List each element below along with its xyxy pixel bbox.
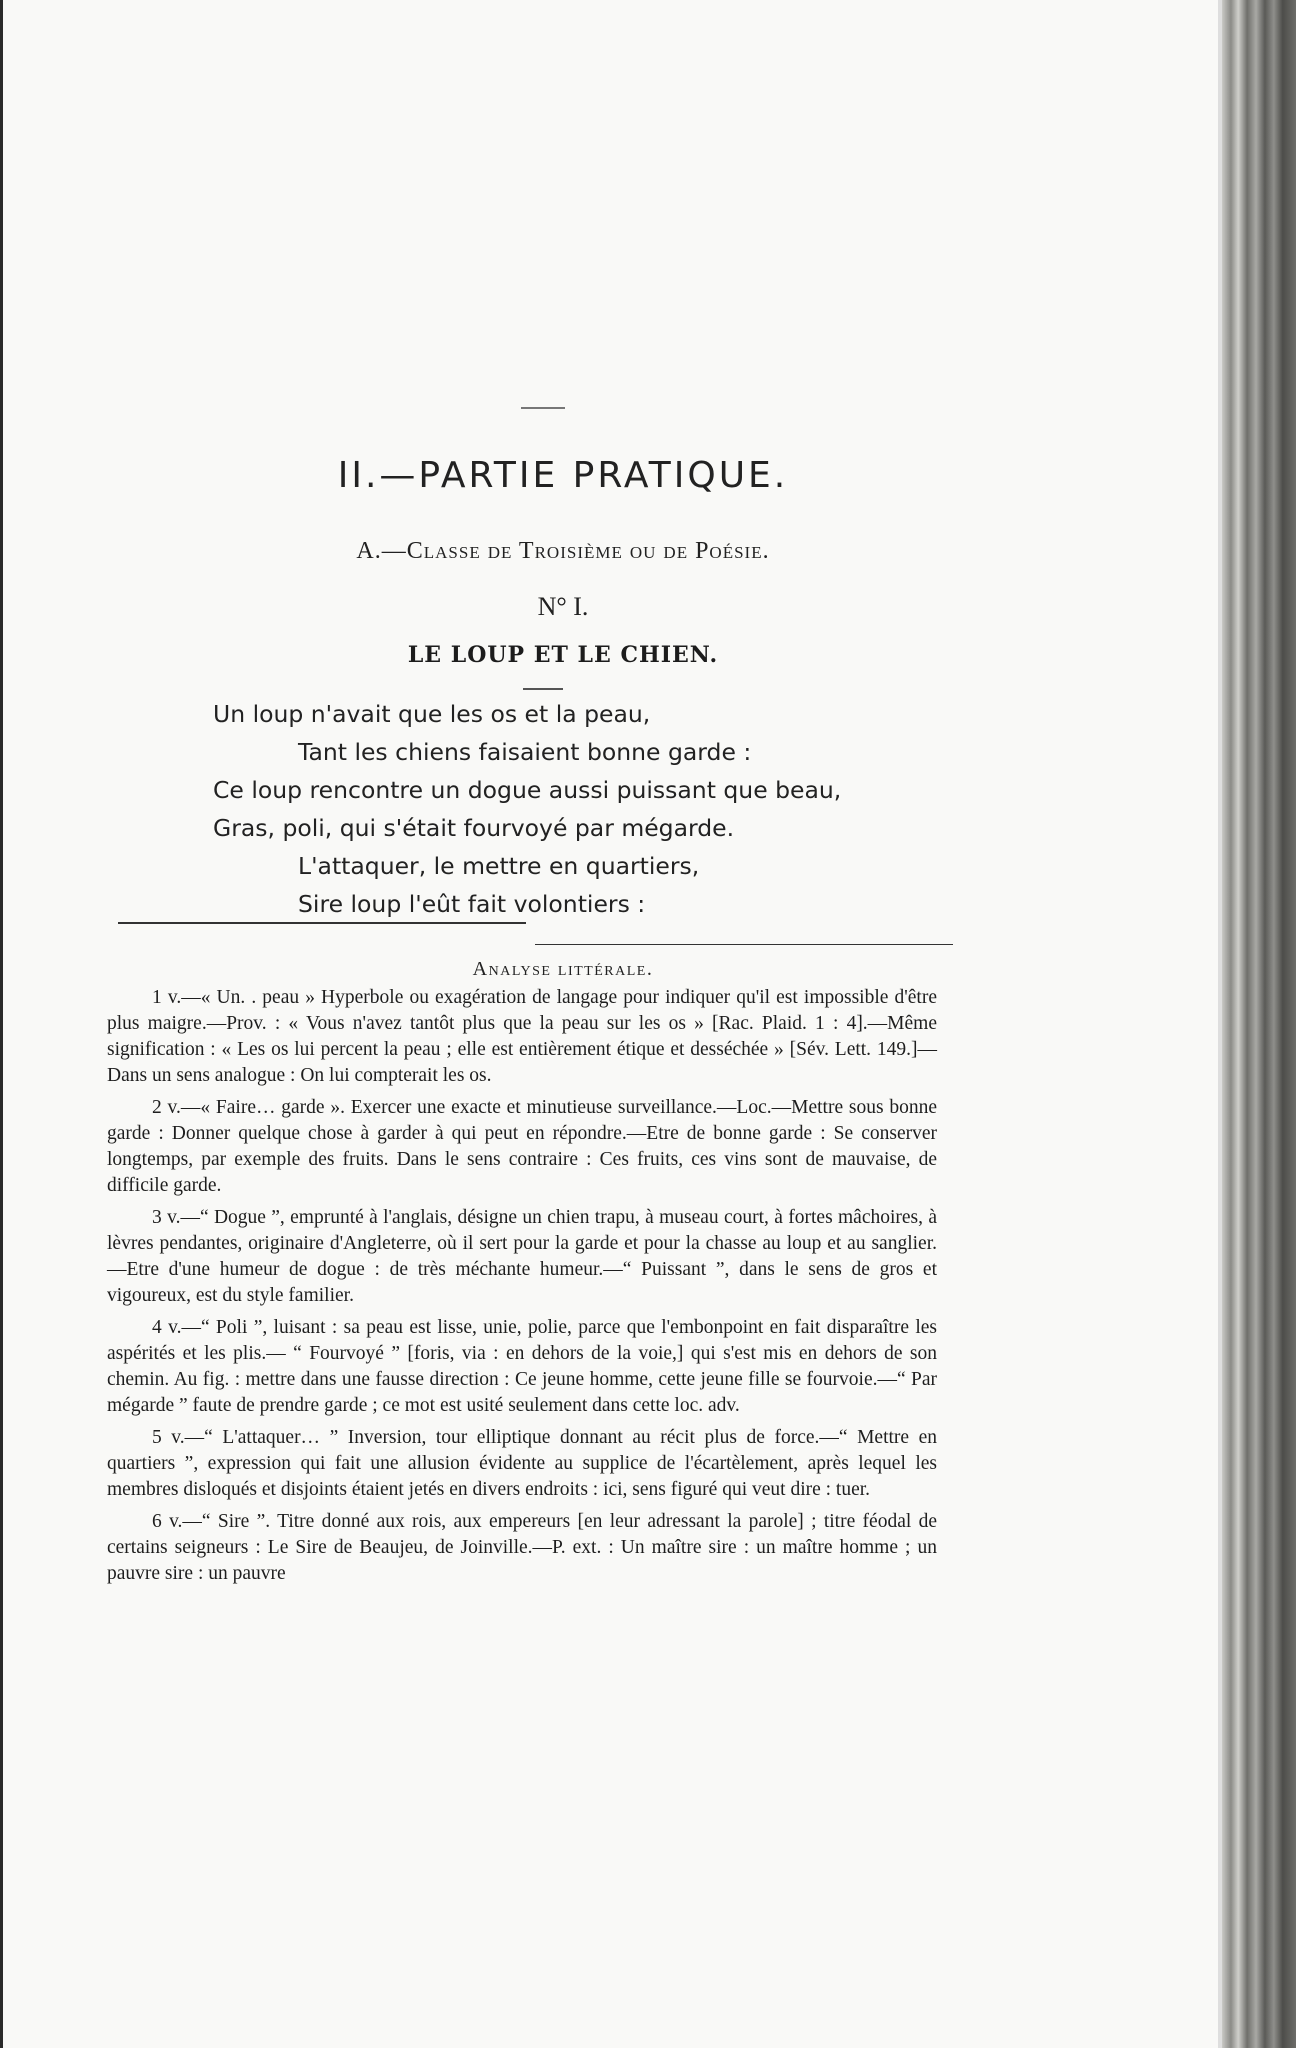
- poem-line: Sire loup l'eût fait volontiers :: [298, 890, 646, 918]
- note-3: 3 v.—“ Dogue ”, emprunté à l'anglais, désigne un chien trapu, à museau court, à fortes mâchoires, à lèvres pendantes, originaire d'Angleterre, où il sert pour la garde et pour la chasse au loup et au sanglier.—Etre d'une humeur de dogue : de très méchante humeur.—“ Puissant ”, dans le sens de gros et vigoureux, est du style familier.: [107, 1207, 937, 1306]
- poem-line: Gras, poli, qui s'était fourvoyé par mégarde.: [213, 814, 735, 842]
- note-4: 4 v.—“ Poli ”, luisant : sa peau est lisse, unie, polie, parce que l'embonpoint en fait disparaître les aspérités et les plis.— “ Fourvoyé ” [foris, via : en dehors de la voie,] qui s'est mis en dehors de son chemin. Au fig. : mettre dans une fausse direction : Ce jeune homme, cette jeune fille se fourvoie.—“ Par mégarde ” faute de prendre garde ; ce mot est usité seulement dans cette loc. adv.: [107, 1317, 937, 1416]
- fable-title: LE LOUP ET LE CHIEN.: [407, 642, 719, 668]
- fable-number: N° I.: [537, 592, 589, 621]
- poem-line: Un loup n'avait que les os et la peau,: [213, 700, 651, 728]
- poem-line: Ce loup rencontre un dogue aussi puissant que beau,: [213, 776, 842, 804]
- divider-left: [118, 922, 526, 924]
- analysis-notes: [107, 985, 937, 1593]
- title-rule: [523, 688, 563, 690]
- analysis-title: Analyse littérale.: [472, 958, 654, 980]
- top-rule: [521, 407, 565, 409]
- part-title: II.—PARTIE PRATIQUE.: [337, 455, 789, 496]
- note-2: 2 v.—« Faire… garde ». Exercer une exacte et minutieuse surveillance.—Loc.—Mettre sous bonne garde : Donner quelque chose à garder à qui peut en répondre.—Etre de bonne garde : Se conserver longtemps, par exemple des fruits. Dans le sens contraire : Ces fruits, ces vins sont de mauvaise, de difficile garde.: [107, 1097, 937, 1196]
- poem-line: L'attaquer, le mettre en quartiers,: [298, 852, 700, 880]
- note-6: 6 v.—“ Sire ”. Titre donné aux rois, aux empereurs [en leur adressant la parole] ; titre féodal de certains seigneurs : Le Sire de Beaujeu, de Joinville.—P. ext. : Un maître sire : un maître homme ; un pauvre sire : un pauvre: [107, 1511, 937, 1584]
- book-spine: [1222, 0, 1296, 2048]
- note-1: 1 v.—« Un. . peau » Hyperbole ou exagération de langage pour indiquer qu'il est impossible d'être plus maigre.—Prov. : « Vous n'avez tantôt plus que la peau sur les os » [Rac. Plaid. 1 : 4].—Même signification : « Les os lui percent la peau ; elle est entièrement étique et desséchée » [Sév. Lett. 149.]—Dans un sens analogue : On lui compterait les os.: [107, 987, 937, 1086]
- note-5: 5 v.—“ L'attaquer… ” Inversion, tour elliptique donnant au récit plus de force.—“ Mettre en quartiers ”, expression qui fait une allusion évidente au supplice de l'écartèlement, après lequel les membres disloqués et disjoints étaient jetés en divers endroits : ici, sens figuré qui veut dire : tuer.: [107, 1427, 937, 1500]
- section-title: A.—Classe de Troisième ou de Poésie.: [356, 538, 770, 564]
- poem-line: Tant les chiens faisaient bonne garde :: [298, 738, 752, 766]
- divider-right: [535, 944, 953, 945]
